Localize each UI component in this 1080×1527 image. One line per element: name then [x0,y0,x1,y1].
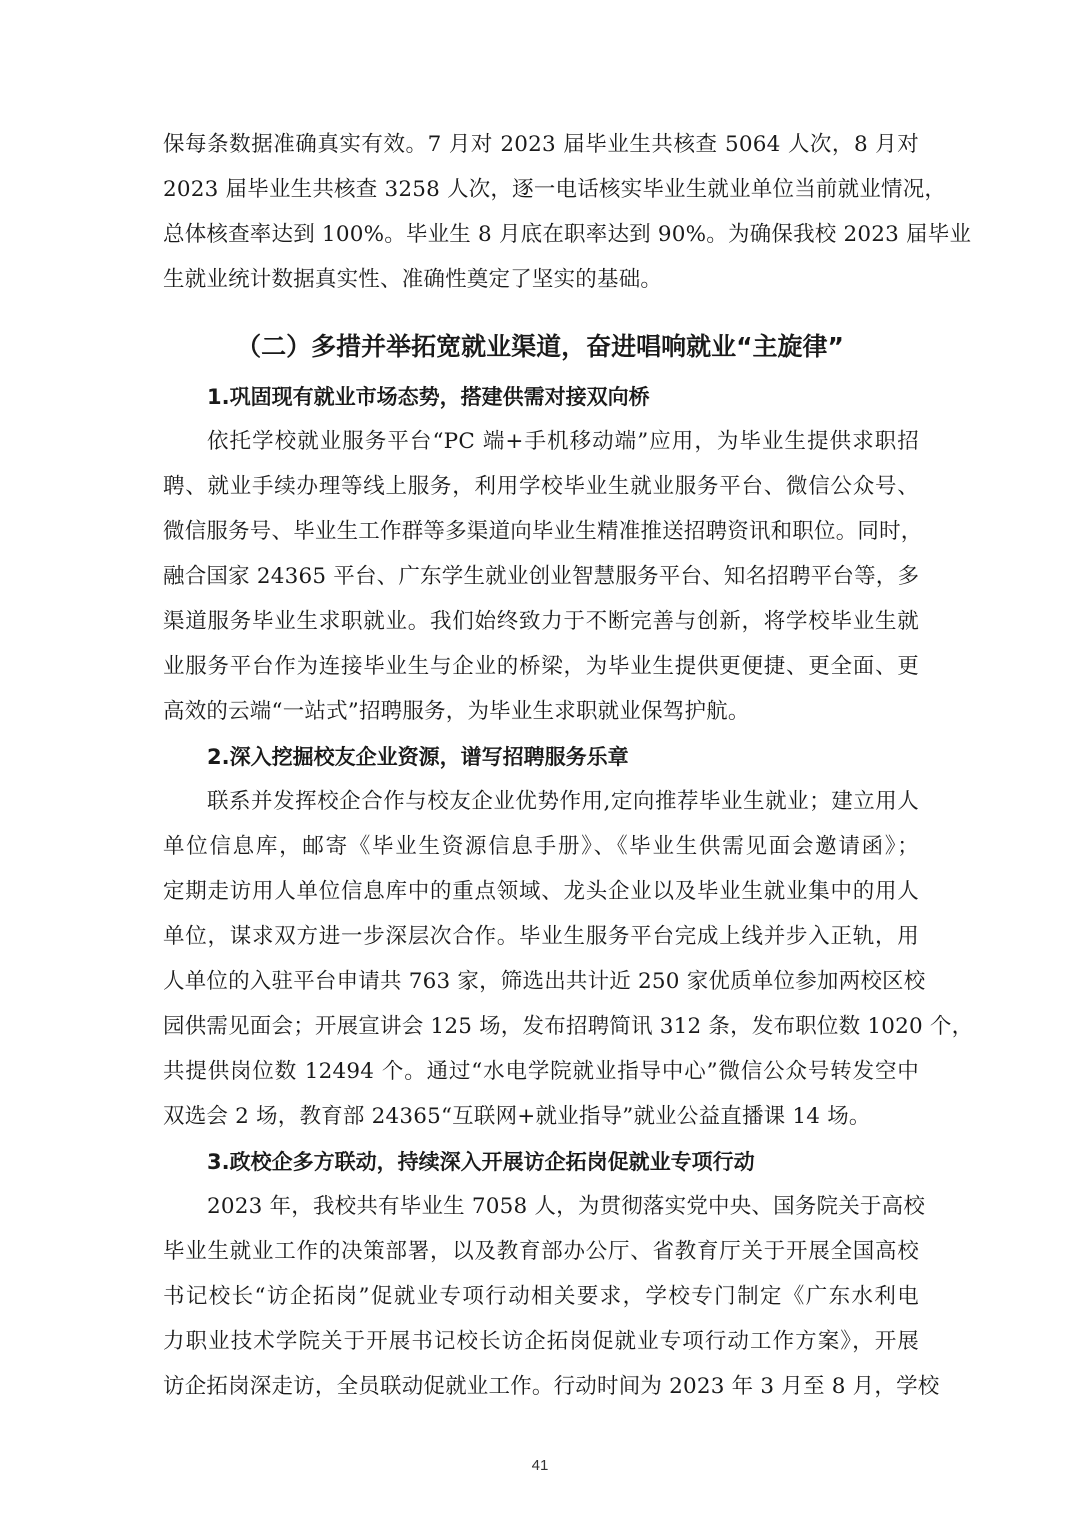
paragraph-line: 高效的云端“一站式”招聘服务，为毕业生求职就业保驾护航。 [163,699,750,724]
paragraph-line: 微信服务号、毕业生工作群等多渠道向毕业生精准推送招聘资讯和职位。同时， [163,519,923,544]
paragraph-line: 依托学校就业服务平台“PC 端+手机移动端”应用，为毕业生提供求职招 [207,429,919,454]
section-title: （二）多措并举拓宽就业渠道，奋进唱响就业“主旋律” [236,332,844,361]
paragraph-line: 联系并发挥校企合作与校友企业优势作用,定向推荐毕业生就业；建立用人 [207,789,919,814]
paragraph-line: 2023 年，我校共有毕业生 7058 人，为贯彻落实党中央、国务院关于高校 [207,1194,926,1219]
paragraph-line: 共提供岗位数 12494 个。通过“水电学院就业指导中心”微信公众号转发空中 [163,1059,919,1084]
paragraph-line: 毕业生就业工作的决策部署，以及教育部办公厅、省教育厅关于开展全国高校 [163,1239,919,1264]
subsection-heading-1: 1.巩固现有就业市场态势，搭建供需对接双向桥 [207,385,650,409]
paragraph-line: 总体核查率达到 100%。毕业生 8 月底在职率达到 90%。为确保我校 2023 届毕业 [163,222,972,247]
paragraph-line: 业服务平台作为连接毕业生与企业的桥梁，为毕业生提供更便捷、更全面、更 [163,654,919,679]
paragraph-line: 书记校长“访企拓岗”促就业专项行动相关要求，学校专门制定《广东水利电 [163,1284,919,1309]
paragraph-line: 双选会 2 场，教育部 24365“互联网+就业指导”就业公益直播课 14 场。 [163,1104,871,1129]
paragraph-line: 园供需见面会；开展宣讲会 125 场，发布招聘简讯 312 条，发布职位数 1020 个， [163,1014,974,1039]
page-number: 41 [531,1457,549,1474]
paragraph-line: 生就业统计数据真实性、准确性奠定了坚实的基础。 [163,267,663,292]
paragraph-line: 渠道服务毕业生求职就业。我们始终致力于不断完善与创新，将学校毕业生就 [163,609,919,634]
subsection-heading-2: 2.深入挖掘校友企业资源，谱写招聘服务乐章 [207,745,629,769]
paragraph-line: 融合国家 24365 平台、广东学生就业创业智慧服务平台、知名招聘平台等，多 [163,564,920,589]
paragraph-line: 定期走访用人单位信息库中的重点领域、龙头企业以及毕业生就业集中的用人 [163,879,919,904]
paragraph-line: 单位信息库，邮寄《毕业生资源信息手册》、《毕业生供需见面会邀请函》； [163,834,919,859]
paragraph-line: 保每条数据准确真实有效。7 月对 2023 届毕业生共核查 5064 人次，8 月对 [163,132,919,157]
paragraph-line: 访企拓岗深走访，全员联动促就业工作。行动时间为 2023 年 3 月至 8 月，学校 [163,1374,940,1399]
paragraph-line: 2023 届毕业生共核查 3258 人次，逐一电话核实毕业生就业单位当前就业情况， [163,177,947,202]
paragraph-line: 力职业技术学院关于开展书记校长访企拓岗促就业专项行动工作方案》，开展 [163,1329,919,1354]
paragraph-line: 人单位的入驻平台申请共 763 家，筛选出共计近 250 家优质单位参加两校区校 [163,969,926,994]
paragraph-line: 聘、就业手续办理等线上服务，利用学校毕业生就业服务平台、微信公众号、 [163,474,919,499]
subsection-heading-3: 3.政校企多方联动，持续深入开展访企拓岗促就业专项行动 [207,1150,755,1174]
paragraph-line: 单位，谋求双方进一步深层次合作。毕业生服务平台完成上线并步入正轨，用 [163,924,919,949]
